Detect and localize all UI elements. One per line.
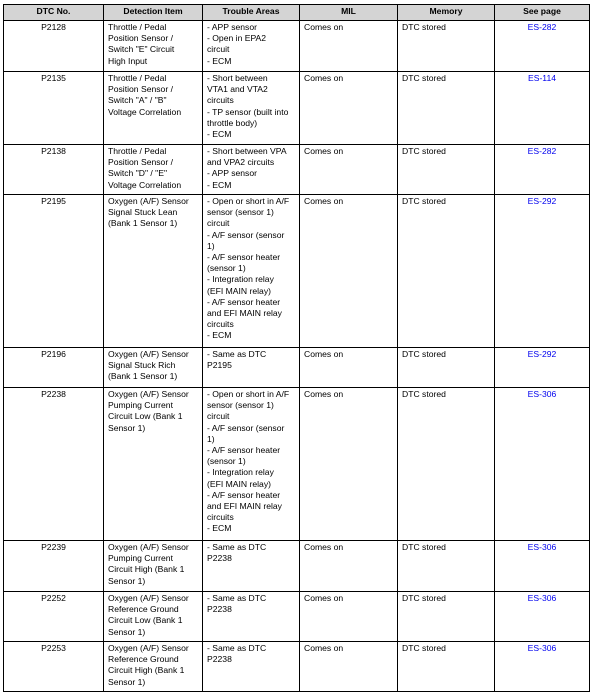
mil-status: Comes on bbox=[300, 642, 398, 692]
dtc-code: P2196 bbox=[4, 348, 104, 388]
table-row bbox=[4, 145, 590, 195]
mil-status: Comes on bbox=[300, 348, 398, 388]
dtc-code: P2239 bbox=[4, 541, 104, 592]
dtc-code: P2128 bbox=[4, 21, 104, 72]
detection-item: Throttle / Pedal Position Sensor / Switch "E" Circuit High Input bbox=[104, 21, 203, 72]
column-header-detection-item: Detection Item bbox=[104, 5, 203, 21]
table-row bbox=[4, 642, 590, 692]
dtc-code: P2195 bbox=[4, 195, 104, 348]
dtc-code: P2253 bbox=[4, 642, 104, 692]
trouble-areas: - Same as DTC P2238 bbox=[203, 592, 300, 642]
column-header-memory: Memory bbox=[398, 5, 495, 21]
dtc-code: P2238 bbox=[4, 388, 104, 541]
mil-status: Comes on bbox=[300, 541, 398, 592]
see-page-link[interactable]: ES-306 bbox=[495, 642, 590, 692]
memory-status: DTC stored bbox=[398, 642, 495, 692]
trouble-areas: - Same as DTC P2195 bbox=[203, 348, 300, 388]
dtc-code: P2252 bbox=[4, 592, 104, 642]
dtc-code: P2135 bbox=[4, 72, 104, 145]
mil-status: Comes on bbox=[300, 21, 398, 72]
see-page-link[interactable]: ES-282 bbox=[495, 145, 590, 195]
table-row bbox=[4, 348, 590, 388]
memory-status: DTC stored bbox=[398, 348, 495, 388]
mil-status: Comes on bbox=[300, 72, 398, 145]
table-row bbox=[4, 195, 590, 348]
table-row bbox=[4, 72, 590, 145]
detection-item: Oxygen (A/F) Sensor Signal Stuck Rich (Bank 1 Sensor 1) bbox=[104, 348, 203, 388]
table-row bbox=[4, 21, 590, 72]
trouble-areas: - APP sensor - Open in EPA2 circuit - ECM bbox=[203, 21, 300, 72]
trouble-areas: - Open or short in A/F sensor (sensor 1) circuit - A/F sensor (sensor 1) - A/F sensor heater (sensor 1) - Integration relay (EFI MAIN relay) - A/F sensor heater and EFI MAIN relay circuits - ECM bbox=[203, 388, 300, 541]
dtc-code: P2138 bbox=[4, 145, 104, 195]
detection-item: Oxygen (A/F) Sensor Reference Ground Circuit Low (Bank 1 Sensor 1) bbox=[104, 592, 203, 642]
detection-item: Oxygen (A/F) Sensor Signal Stuck Lean (Bank 1 Sensor 1) bbox=[104, 195, 203, 348]
mil-status: Comes on bbox=[300, 195, 398, 348]
mil-status: Comes on bbox=[300, 592, 398, 642]
see-page-link[interactable]: ES-306 bbox=[495, 592, 590, 642]
column-header-trouble-areas: Trouble Areas bbox=[203, 5, 300, 21]
column-header-see-page: See page bbox=[495, 5, 590, 21]
trouble-areas: - Short between VTA1 and VTA2 circuits - TP sensor (built into throttle body) - ECM bbox=[203, 72, 300, 145]
trouble-areas: - Open or short in A/F sensor (sensor 1) circuit - A/F sensor (sensor 1) - A/F sensor heater (sensor 1) - Integration relay (EFI MAIN relay) - A/F sensor heater and EFI MAIN relay circuits - ECM bbox=[203, 195, 300, 348]
column-header-dtc-no: DTC No. bbox=[4, 5, 104, 21]
mil-status: Comes on bbox=[300, 145, 398, 195]
see-page-link[interactable]: ES-114 bbox=[495, 72, 590, 145]
memory-status: DTC stored bbox=[398, 592, 495, 642]
see-page-link[interactable]: ES-282 bbox=[495, 21, 590, 72]
table-row bbox=[4, 541, 590, 592]
see-page-link[interactable]: ES-292 bbox=[495, 195, 590, 348]
memory-status: DTC stored bbox=[398, 195, 495, 348]
table-row bbox=[4, 388, 590, 541]
trouble-areas: - Short between VPA and VPA2 circuits - APP sensor - ECM bbox=[203, 145, 300, 195]
memory-status: DTC stored bbox=[398, 388, 495, 541]
detection-item: Throttle / Pedal Position Sensor / Switch "A" / "B" Voltage Correlation bbox=[104, 72, 203, 145]
detection-item: Oxygen (A/F) Sensor Pumping Current Circuit Low (Bank 1 Sensor 1) bbox=[104, 388, 203, 541]
detection-item: Oxygen (A/F) Sensor Reference Ground Circuit High (Bank 1 Sensor 1) bbox=[104, 642, 203, 692]
see-page-link[interactable]: ES-306 bbox=[495, 541, 590, 592]
memory-status: DTC stored bbox=[398, 21, 495, 72]
memory-status: DTC stored bbox=[398, 145, 495, 195]
dtc-table bbox=[3, 4, 590, 692]
table-header-row bbox=[4, 5, 590, 21]
trouble-areas: - Same as DTC P2238 bbox=[203, 541, 300, 592]
detection-item: Oxygen (A/F) Sensor Pumping Current Circuit High (Bank 1 Sensor 1) bbox=[104, 541, 203, 592]
memory-status: DTC stored bbox=[398, 72, 495, 145]
trouble-areas: - Same as DTC P2238 bbox=[203, 642, 300, 692]
column-header-mil: MIL bbox=[300, 5, 398, 21]
see-page-link[interactable]: ES-306 bbox=[495, 388, 590, 541]
detection-item: Throttle / Pedal Position Sensor / Switch "D" / "E" Voltage Correlation bbox=[104, 145, 203, 195]
table-row bbox=[4, 592, 590, 642]
memory-status: DTC stored bbox=[398, 541, 495, 592]
mil-status: Comes on bbox=[300, 388, 398, 541]
see-page-link[interactable]: ES-292 bbox=[495, 348, 590, 388]
dtc-table-container bbox=[3, 4, 590, 692]
